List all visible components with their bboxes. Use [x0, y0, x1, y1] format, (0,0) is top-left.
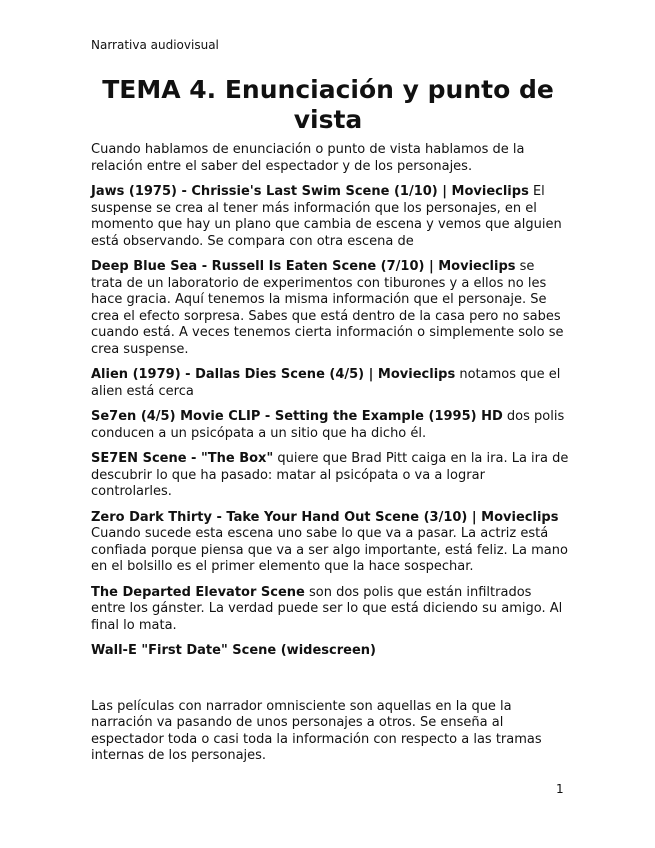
- entry-title: Jaws (1975) - Chrissie's Last Swim Scene (1/10) | Movieclips: [91, 184, 529, 199]
- entry-text: se trata de un laboratorio de experimentos con tiburones y a ellos no les hace gracia. Aquí tenemos la misma información que el personaje. Se crea el efecto sorpresa. Sabes que está dentro de la casa pero no sabes cuando está. A veces tenemos cierta información o simplemente solo se crea suspense.: [91, 259, 564, 357]
- entry-title: Deep Blue Sea - Russell Is Eaten Scene (7/10) | Movieclips: [91, 259, 516, 274]
- entry-jaws: [91, 184, 569, 250]
- entry-text: notamos que el alien está cerca: [91, 367, 561, 399]
- entry-text: El suspense se crea al tener más información que los personajes, en el momento que hay un plano que cambia de escena y vemos que alguien está observando. Se compara con otra escena de: [91, 184, 562, 249]
- entry-title: Alien (1979) - Dallas Dies Scene (4/5) | Movieclips: [91, 367, 456, 382]
- document-body: [91, 142, 569, 774]
- entry-text: son dos polis que están infiltrados entre los gánster. La verdad puede ser lo que está diciendo su amigo. Al final lo mata.: [91, 584, 563, 633]
- entry-text: Cuando sucede esta escena uno sabe lo que va a pasar. La actriz está confiada porque piensa que va a ser algo importante, está feliz. La mano en el bolsillo es el primer elemento que la hace sospechar.: [91, 526, 568, 574]
- entry-se7en-clip: [91, 409, 569, 442]
- entry-title: Zero Dark Thirty - Take Your Hand Out Scene (3/10) | Movieclips: [91, 509, 559, 525]
- entry-title: Se7en (4/5) Movie CLIP - Setting the Example (1995) HD: [91, 409, 503, 424]
- page-title: TEMA 4. Enunciación y punto de vista: [102, 75, 554, 134]
- entry-alien: [91, 367, 569, 400]
- entry-title: The Departed Elevator Scene: [91, 584, 305, 600]
- entry-se7en-box: [91, 451, 569, 501]
- blank-space: [91, 669, 569, 699]
- entry-wall-e: [91, 643, 569, 660]
- entry-text: quiere que Brad Pitt caiga en la ira. La ira de descubrir lo que ha pasado: matar al psicópata o va a lograr controlarles.: [91, 451, 569, 499]
- entry-title: SE7EN Scene - "The Box": [91, 451, 274, 466]
- running-header: Narrativa audiovisual: [91, 38, 219, 52]
- entry-the-departed: [91, 585, 569, 635]
- intro-paragraph: Cuando hablamos de enunciación o punto de vista hablamos de la relación entre el saber del espectador y de los personajes.: [91, 142, 525, 174]
- page-number: 1: [556, 782, 564, 796]
- entry-text: dos polis conducen a un psicópata a un sitio que ha dicho él.: [91, 409, 565, 441]
- entry-zero-dark-thirty: [91, 510, 569, 576]
- closing-paragraph: Las películas con narrador omnisciente son aquellas en la que la narración va pasando de unos personajes a otros. Se enseña al espectador toda o casi toda la información con respecto a las tramas internas de los personajes.: [91, 698, 542, 763]
- entry-deep-blue-sea: [91, 259, 569, 358]
- entry-title: Wall-E "First Date" Scene (widescreen): [91, 643, 376, 658]
